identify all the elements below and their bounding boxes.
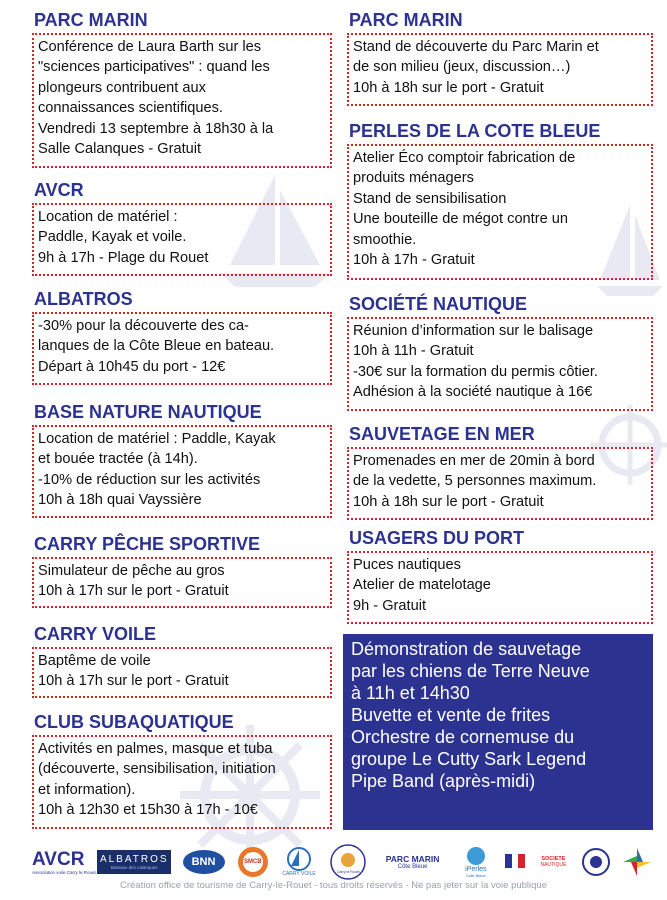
text-line: de la vedette, 5 personnes maximum. <box>353 473 597 490</box>
section-title: AVCR <box>34 180 84 200</box>
section-albatros <box>32 289 332 385</box>
logo-subtext: Association voile Carry le Rouet <box>32 869 96 875</box>
highlight-line: Buvette et vente de frites <box>351 705 551 725</box>
text-line: Vendredi 13 septembre à 18h30 à la <box>38 120 274 137</box>
section-box <box>347 551 653 624</box>
text-line: Atelier Éco comptoir fabrication de <box>353 150 576 166</box>
pinwheel-logo <box>620 845 654 879</box>
text-line: de son milieu (jeux, discussion…) <box>353 59 571 76</box>
text-line: 10h à 18h quai Vayssière <box>38 492 202 509</box>
section-box <box>32 647 332 698</box>
text-line: 10h à 12h30 et 15h30 à 17h - 10€ <box>38 802 258 819</box>
section-title: CLUB SUBAQUATIQUE <box>34 712 234 732</box>
text-line: 10h à 17h sur le port - Gratuit <box>38 673 229 690</box>
text-line: lanques de la Côte Bleue en bateau. <box>38 338 275 355</box>
highlight-line: à 11h et 14h30 <box>351 683 470 703</box>
section-box <box>347 317 653 411</box>
round-emblem-logo <box>581 845 611 879</box>
section-perles-cote-bleue <box>347 121 653 280</box>
text-line: Puces nautiques <box>353 557 461 573</box>
section-title: CARRY PÊCHE SPORTIVE <box>34 534 261 554</box>
text-line: Simulateur de pêche au gros <box>38 563 225 579</box>
section-title: ALBATROS <box>34 289 133 309</box>
text-line: et bouée tractée (à 14h). <box>38 451 198 468</box>
highlight-line: Orchestre de cornemuse du <box>351 727 575 747</box>
section-title: BASE NATURE NAUTIQUE <box>34 402 262 422</box>
section-title: USAGERS DU PORT <box>349 528 525 548</box>
section-title: CARRY VOILE <box>34 624 157 644</box>
section-box <box>32 557 332 608</box>
section-societe-nautique <box>347 294 653 411</box>
logo-text: SMCB <box>243 859 262 865</box>
text-line: Location de matériel : <box>38 209 178 225</box>
footer-credit: Création office de tourisme de Carry-le-Rouet - tous droits réservés - Ne pas jeter sur la voie publique <box>120 880 547 891</box>
highlight-line: groupe Le Cutty Sark Legend <box>351 749 587 769</box>
text-line: produits ménagers <box>353 170 474 187</box>
logo-subtext: NAUTIQUE <box>540 862 567 868</box>
logo-text: BNN <box>191 856 216 868</box>
text-line: Conférence de Laura Barth sur les <box>38 39 262 55</box>
section-title: PARC MARIN <box>34 10 148 30</box>
text-line: Départ à 10h45 du port - 12€ <box>38 358 226 375</box>
section-parc-marin-right <box>347 10 653 106</box>
section-usagers-du-port <box>347 528 653 624</box>
bnn-logo <box>181 845 227 879</box>
text-line: Réunion d’information sur le balisage <box>353 323 594 339</box>
logo-text: Carry le Rouet <box>337 870 360 874</box>
section-avcr <box>32 180 332 276</box>
section-box <box>347 144 653 280</box>
section-box <box>347 447 653 520</box>
highlight-box <box>343 634 653 830</box>
text-line: et information). <box>38 781 136 798</box>
text-line: Baptême de voile <box>38 653 151 669</box>
sauvetage-flag-logo <box>504 845 526 879</box>
text-line: 9h - Gratuit <box>353 597 426 614</box>
highlight-line: Pipe Band (après-midi) <box>351 771 536 791</box>
text-line: connaissances scientifiques. <box>38 100 223 117</box>
section-carry-voile <box>32 624 332 698</box>
text-line: Atelier de matelotage <box>353 577 491 594</box>
section-base-nature-nautique <box>32 402 332 518</box>
logo-text: ALBATROS <box>99 854 169 865</box>
section-box <box>347 33 653 106</box>
text-line: Stand de sensibilisation <box>353 190 507 207</box>
text-line: plongeurs contribuent aux <box>38 79 206 96</box>
carry-voile-logo <box>279 845 319 879</box>
logo-text: PARC MARIN <box>385 854 440 864</box>
text-line: Location de matériel : Paddle, Kayak <box>38 431 276 447</box>
avcr-logo <box>32 845 96 879</box>
text-line: Activités en palmes, masque et tuba <box>38 741 273 757</box>
text-line: Promenades en mer de 20min à bord <box>353 453 595 469</box>
section-title: SAUVETAGE EN MER <box>349 424 535 444</box>
parc-marin-logo <box>378 845 448 879</box>
subaqua-logo <box>328 845 368 879</box>
albatros-logo <box>97 850 171 874</box>
text-line: 10h à 18h sur le port - Gratuit <box>353 493 544 510</box>
text-line: Stand de découverte du Parc Marin et <box>353 39 599 55</box>
text-line: Paddle, Kayak et voile. <box>38 229 187 246</box>
text-line: smoothie. <box>353 231 417 248</box>
section-club-subaquatique <box>32 712 332 829</box>
text-line: -30% pour la découverte des ca- <box>38 318 249 334</box>
text-line: 10h à 11h - Gratuit <box>353 343 474 360</box>
section-title: PARC MARIN <box>349 10 463 30</box>
text-line: -10% de réduction sur les activités <box>38 471 261 488</box>
text-line: 9h à 17h - Plage du Rouet <box>38 249 209 266</box>
text-line: 10h à 18h sur le port - Gratuit <box>353 79 544 96</box>
partner-logos <box>32 842 654 882</box>
text-line: "sciences participatives" : quand les <box>38 59 270 76</box>
logo-subtext: Côte Bleue <box>397 864 428 870</box>
section-box <box>32 735 332 829</box>
logo-subtext: Bateaux des calanques <box>110 865 158 870</box>
smcb-logo <box>236 845 270 879</box>
section-title: PERLES DE LA COTE BLEUE <box>349 121 601 141</box>
text-line: Adhésion à la société nautique à 16€ <box>353 384 593 401</box>
highlight-line: par les chiens de Terre Neuve <box>351 661 590 681</box>
text-line: 10h à 17h - Gratuit <box>353 252 475 269</box>
section-box <box>32 33 332 168</box>
section-box <box>32 425 332 518</box>
text-line: Salle Calanques - Gratuit <box>38 141 202 158</box>
logo-subtext: Côte Bleue <box>465 873 486 878</box>
text-line: (découverte, sensibilisation, initiation <box>38 761 276 778</box>
text-line: Une bouteille de mégot contre un <box>353 211 568 228</box>
section-box <box>32 312 332 385</box>
perles-logo <box>457 845 495 879</box>
section-parc-marin-left <box>32 10 332 168</box>
section-sauvetage-en-mer <box>347 424 653 520</box>
logo-text: CARRY VOILE <box>282 871 316 877</box>
societe-nautique-logo <box>535 845 571 879</box>
section-title: SOCIÉTÉ NAUTIQUE <box>349 294 528 314</box>
text-line: 10h à 17h sur le port - Gratuit <box>38 583 229 600</box>
logo-text: AVCR <box>32 848 85 870</box>
text-line: -30€ sur la formation du permis côtier. <box>353 363 598 380</box>
highlight-line: Démonstration de sauvetage <box>351 639 582 659</box>
section-carry-peche-sportive <box>32 534 332 608</box>
logo-text: SOCIETE <box>541 856 566 862</box>
logo-text: iPerles <box>465 866 487 873</box>
section-box <box>32 203 332 276</box>
